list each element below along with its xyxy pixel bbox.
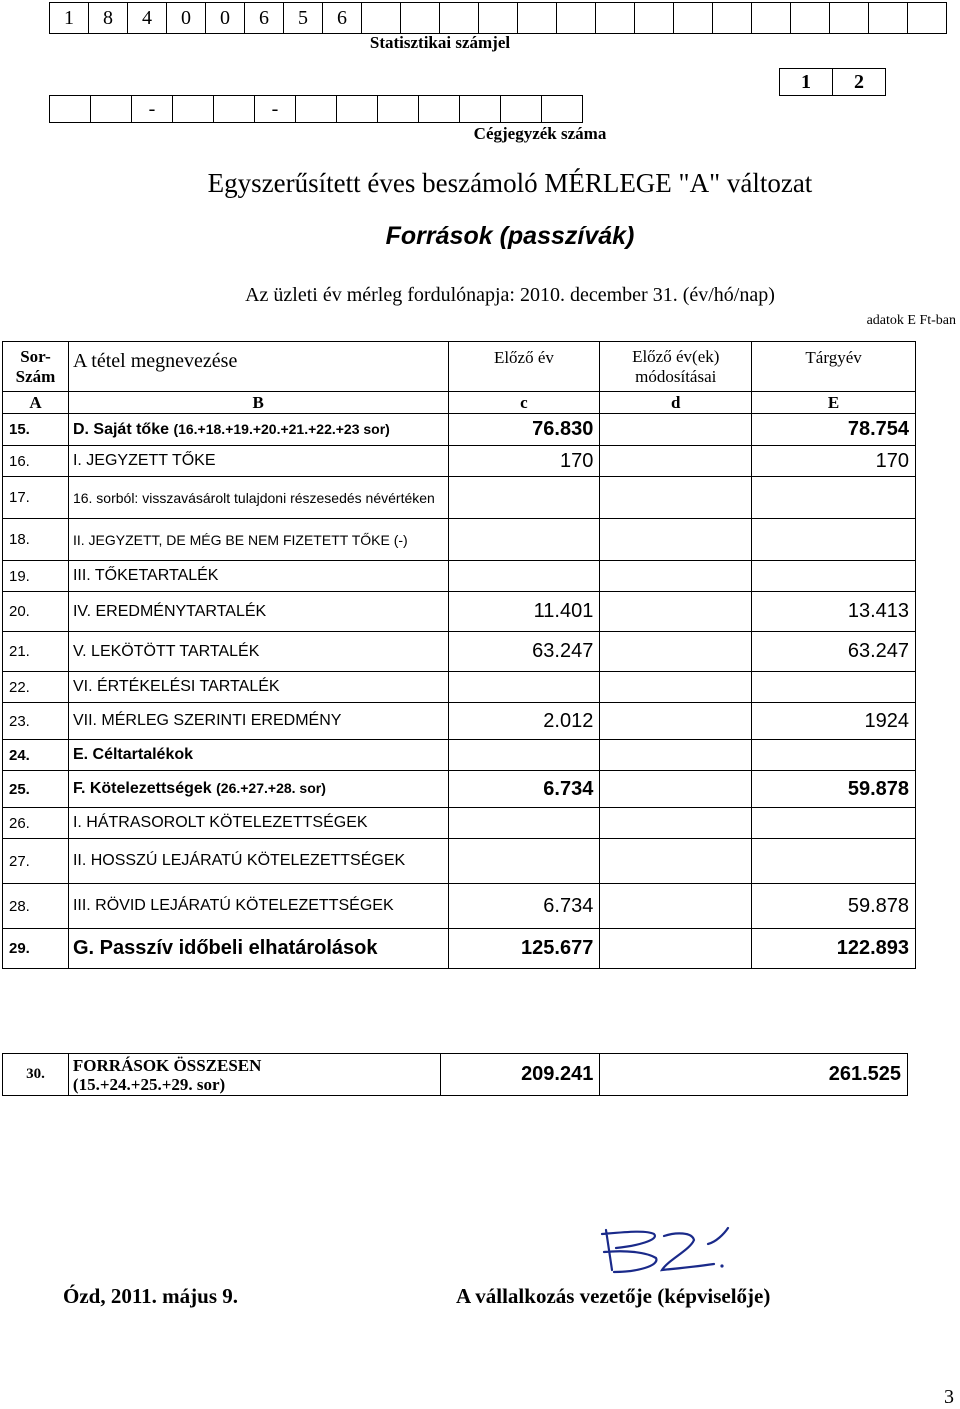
row-current-value: 13.413 xyxy=(752,592,916,632)
row-number: 27. xyxy=(3,839,69,884)
total-table xyxy=(2,1053,908,1096)
row-number: 22. xyxy=(3,672,69,703)
header-row xyxy=(3,342,916,392)
row-name-text: III. TŐKETARTALÉK xyxy=(72,567,219,584)
row-modification xyxy=(600,519,752,561)
row-name-text: VI. ÉRTÉKELÉSI TARTALÉK xyxy=(72,678,280,695)
col-letter: d xyxy=(600,392,752,414)
header-tetel: A tétel megnevezése xyxy=(68,342,448,392)
row-modification xyxy=(600,561,752,592)
row-name xyxy=(68,703,448,740)
table-row xyxy=(3,477,916,519)
row-prev-value: 63.247 xyxy=(448,632,600,672)
row-name-text: E. Céltartalékok xyxy=(72,746,194,763)
column-letters-row xyxy=(3,392,916,414)
row-modification xyxy=(600,839,752,884)
row-number: 28. xyxy=(3,884,69,929)
stat-digit: 1 xyxy=(50,3,89,34)
stat-digit: 6 xyxy=(245,3,284,34)
row-current-value: 122.893 xyxy=(752,929,916,969)
total-no: 30. xyxy=(3,1054,69,1096)
table-row xyxy=(3,703,916,740)
total-name: FORRÁSOK ÖSSZESEN (15.+24.+25.+29. sor) xyxy=(68,1054,440,1096)
row-name xyxy=(68,740,448,771)
table-row xyxy=(3,672,916,703)
row-name-text: G. Passzív időbeli elhatárolások xyxy=(72,937,378,959)
registry-cell xyxy=(50,96,91,123)
row-name xyxy=(68,884,448,929)
table-row xyxy=(3,771,916,808)
row-current-value xyxy=(752,740,916,771)
row-name-text: I. HÁTRASOROLT KÖTELEZETTSÉGEK xyxy=(72,814,368,831)
row-formula: (26.+27.+28. sor) xyxy=(216,780,326,796)
row-number: 16. xyxy=(3,446,69,477)
registry-cell xyxy=(296,96,337,123)
row-name-text: II. HOSSZÚ LEJÁRATÚ KÖTELEZETTSÉGEK xyxy=(72,852,406,869)
row-current-value xyxy=(752,808,916,839)
registry-cell: - xyxy=(132,96,173,123)
page-number: 3 xyxy=(944,1386,954,1408)
table-row xyxy=(3,884,916,929)
row-prev-value: 6.734 xyxy=(448,884,600,929)
row-name xyxy=(68,929,448,969)
stat-digit: 4 xyxy=(128,3,167,34)
serial-digit: 1 xyxy=(780,69,833,96)
row-modification xyxy=(600,703,752,740)
row-name-text: I. JEGYZETT TŐKE xyxy=(72,452,216,469)
header-elozo: Előző év xyxy=(448,342,600,392)
row-modification xyxy=(600,592,752,632)
signer-label: A vállalkozás vezetője (képviselője) xyxy=(456,1284,771,1308)
registry-cell xyxy=(501,96,542,123)
row-number: 26. xyxy=(3,808,69,839)
registry-cell xyxy=(91,96,132,123)
row-number: 24. xyxy=(3,740,69,771)
row-prev-value: 76.830 xyxy=(448,414,600,446)
row-current-value: 170 xyxy=(752,446,916,477)
stat-digit: 8 xyxy=(89,3,128,34)
row-name xyxy=(68,839,448,884)
header-targyev: Tárgyév xyxy=(752,342,916,392)
row-modification xyxy=(600,632,752,672)
total-prev: 209.241 xyxy=(440,1054,600,1096)
row-modification xyxy=(600,477,752,519)
balance-table xyxy=(2,341,916,969)
stat-digit: 0 xyxy=(206,3,245,34)
row-current-value: 59.878 xyxy=(752,884,916,929)
row-prev-value xyxy=(448,740,600,771)
row-name xyxy=(68,561,448,592)
row-prev-value xyxy=(448,672,600,703)
row-prev-value: 125.677 xyxy=(448,929,600,969)
row-name-text: VII. MÉRLEG SZERINTI EREDMÉNY xyxy=(72,712,342,729)
row-modification xyxy=(600,446,752,477)
row-prev-value: 2.012 xyxy=(448,703,600,740)
row-current-value xyxy=(752,561,916,592)
row-current-value: 1924 xyxy=(752,703,916,740)
table-row xyxy=(3,592,916,632)
registry-grid xyxy=(49,95,583,123)
row-current-value xyxy=(752,519,916,561)
row-prev-value: 6.734 xyxy=(448,771,600,808)
header-sor: Sor- Szám xyxy=(3,342,69,392)
row-modification xyxy=(600,414,752,446)
signature-image xyxy=(596,1222,736,1278)
registry-cell xyxy=(460,96,501,123)
stat-digit: 6 xyxy=(323,3,362,34)
registry-cell xyxy=(542,96,583,123)
page-title: Egyszerűsített éves beszámoló MÉRLEGE "A" változat xyxy=(207,168,813,198)
header-modositas: Előző év(ek) módosításai xyxy=(600,342,752,392)
total-curr: 261.525 xyxy=(600,1054,908,1096)
row-current-value: 78.754 xyxy=(752,414,916,446)
row-name-text: V. LEKÖTÖTT TARTALÉK xyxy=(72,642,260,660)
row-name xyxy=(68,632,448,672)
total-row xyxy=(3,1054,908,1096)
row-modification xyxy=(600,771,752,808)
table-row xyxy=(3,561,916,592)
row-current-value xyxy=(752,839,916,884)
row-current-value: 59.878 xyxy=(752,771,916,808)
registry-cell: - xyxy=(255,96,296,123)
row-modification xyxy=(600,808,752,839)
row-modification xyxy=(600,672,752,703)
row-prev-value xyxy=(448,808,600,839)
col-letter: c xyxy=(448,392,600,414)
row-name xyxy=(68,477,448,519)
row-name xyxy=(68,446,448,477)
registry-cell xyxy=(378,96,419,123)
table-row xyxy=(3,519,916,561)
row-number: 25. xyxy=(3,771,69,808)
row-number: 23. xyxy=(3,703,69,740)
row-prev-value xyxy=(448,839,600,884)
row-name xyxy=(68,414,448,446)
row-name-text: II. JEGYZETT, DE MÉG BE NEM FIZETETT TŐKE (-) xyxy=(72,531,408,548)
table-row xyxy=(3,740,916,771)
stat-digit: 0 xyxy=(167,3,206,34)
row-current-value xyxy=(752,477,916,519)
row-prev-value xyxy=(448,519,600,561)
place-date: Ózd, 2011. május 9. xyxy=(63,1284,239,1308)
col-letter: B xyxy=(68,392,448,414)
stat-number-grid xyxy=(49,2,947,34)
registry-cell xyxy=(419,96,460,123)
row-number: 15. xyxy=(3,414,69,446)
row-modification xyxy=(600,740,752,771)
table-row xyxy=(3,414,916,446)
table-row xyxy=(3,446,916,477)
row-formula: (16.+18.+19.+20.+21.+22.+23 sor) xyxy=(173,420,390,437)
row-number: 18. xyxy=(3,519,69,561)
row-current-value xyxy=(752,672,916,703)
row-number: 17. xyxy=(3,477,69,519)
table-row xyxy=(3,839,916,884)
row-name xyxy=(68,672,448,703)
stat-number-label: Statisztikai számjel xyxy=(369,33,511,52)
registry-label: Cégjegyzék száma xyxy=(473,124,607,143)
row-modification xyxy=(600,929,752,969)
table-row xyxy=(3,808,916,839)
row-name xyxy=(68,771,448,808)
row-modification xyxy=(600,884,752,929)
date-line: Az üzleti év mérleg fordulónapja: 2010. december 31. (év/hó/nap) xyxy=(245,284,775,306)
row-prev-value: 11.401 xyxy=(448,592,600,632)
stat-digit: 5 xyxy=(284,3,323,34)
row-current-value: 63.247 xyxy=(752,632,916,672)
row-prev-value xyxy=(448,561,600,592)
row-number: 20. xyxy=(3,592,69,632)
row-number: 29. xyxy=(3,929,69,969)
row-name-text: F. Kötelezettségek xyxy=(72,780,212,797)
row-number: 21. xyxy=(3,632,69,672)
table-row xyxy=(3,632,916,672)
registry-cell xyxy=(214,96,255,123)
col-letter: E xyxy=(752,392,916,414)
row-name xyxy=(68,519,448,561)
table-row xyxy=(3,929,916,969)
col-letter: A xyxy=(3,392,69,414)
row-number: 19. xyxy=(3,561,69,592)
row-prev-value: 170 xyxy=(448,446,600,477)
registry-cell xyxy=(337,96,378,123)
row-name-text: 16. sorból: visszavásárolt tulajdoni részesedés névértéken xyxy=(72,489,435,506)
row-name xyxy=(68,592,448,632)
page-subtitle: Források (passzívák) xyxy=(385,222,635,250)
serial-digit: 2 xyxy=(833,69,886,96)
row-name-text: D. Saját tőke xyxy=(72,420,169,438)
row-prev-value xyxy=(448,477,600,519)
registry-cell xyxy=(173,96,214,123)
units-note: adatok E Ft-ban xyxy=(866,313,956,328)
serial-grid xyxy=(779,68,886,96)
row-name-text: IV. EREDMÉNYTARTALÉK xyxy=(72,602,267,620)
row-name xyxy=(68,808,448,839)
row-name-text: III. RÖVID LEJÁRATÚ KÖTELEZETTSÉGEK xyxy=(72,897,394,914)
